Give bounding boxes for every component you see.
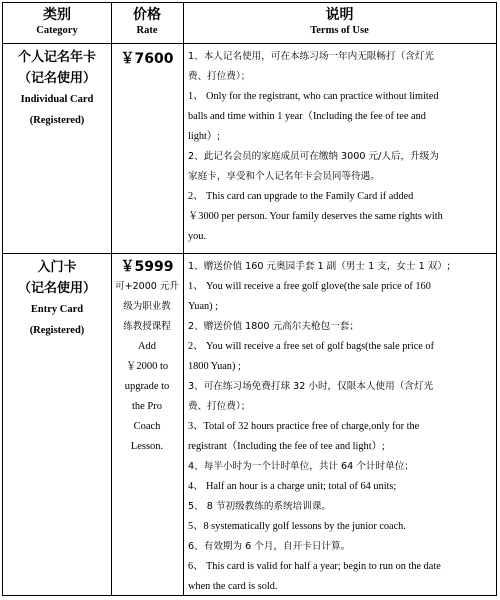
terms-line: ￥3000 per person. Your family deserves the same rights with [188, 211, 443, 222]
category-name-zh: 入门卡 [37, 260, 77, 275]
terms-line: 6、 This card is valid for half a year; begin to run on the date [188, 561, 441, 572]
terms-line: 费、打位费）； [188, 71, 251, 82]
category-name-en: Entry Card [30, 304, 84, 315]
price: ￥7600 [120, 51, 174, 67]
category-name-en: Individual Card [20, 94, 94, 105]
rate-note: Coach [133, 421, 161, 432]
row-divider [3, 253, 496, 254]
terms-line: Yuan) ; [188, 301, 219, 312]
rate-note: Lesson. [130, 441, 164, 452]
rate-note: 练教授课程 [123, 321, 171, 332]
terms-line: 1、本人记名使用，可在本练习场一年内无限畅打（含灯光 [188, 51, 434, 62]
terms-line: 1800 Yuan) ; [188, 361, 241, 372]
terms-line: 3、可在练习场免费打球 32 小时，仅限本人使用（含灯光 [188, 381, 434, 392]
terms-line: 4、 Half an hour is a charge unit; total of 64 units; [188, 481, 397, 492]
header-category [3, 3, 111, 41]
terms-line: light）; [188, 131, 221, 142]
category-note-zh: （记名使用） [17, 71, 96, 86]
header-category-en: Category [36, 25, 78, 36]
terms-line: when the card is sold. [188, 581, 278, 592]
terms-line: 2、此记名会员的家庭成员可在缴纳 3000 元/人后，升级为 [188, 151, 439, 162]
column-divider [183, 3, 184, 595]
terms-line: 1、 You will receive a free golf glove(the sale price of 160 [188, 281, 431, 292]
row2-rate [113, 257, 181, 457]
terms-line: 3、Total of 32 hours practice free of charge,only for the [188, 421, 420, 432]
header-category-zh: 类别 [43, 7, 71, 23]
price-table [2, 2, 497, 596]
terms-line: 5、8 systematically golf lessons by the junior coach. [188, 521, 406, 532]
rate-note: Add [137, 341, 157, 352]
category-note-en: (Registered) [29, 115, 85, 126]
row-divider [3, 43, 496, 44]
terms-line: 6、有效期为 6 个月，自开卡日计算。 [188, 541, 351, 552]
rate-note: 级为职业教 [123, 301, 171, 312]
terms-line: 2、 You will receive a free set of golf bags(the sale price of [188, 341, 434, 352]
terms-line: 1、 Only for the registrant, who can practice without limited [188, 91, 439, 102]
terms-line: registrant（Including the fee of tee and light）; [188, 441, 385, 452]
header-rate-en: Rate [136, 25, 158, 36]
rate-note: 可+2000 元升 [115, 281, 179, 292]
terms-line: 1、赠送价值 160 元奥园手套 1 副（男士 1 支，女士 1 双）; [188, 261, 451, 272]
rate-note: upgrade to [124, 381, 170, 392]
row2-terms [188, 257, 494, 597]
column-divider [111, 3, 112, 595]
row1-terms [188, 47, 494, 247]
header-terms-zh: 说明 [325, 7, 354, 23]
header-rate [111, 3, 183, 41]
terms-line: 2、 This card can upgrade to the Family Card if added [188, 191, 414, 202]
row1-category [3, 47, 111, 131]
terms-line: 5、 8 节初级教练的系统培训课。 [188, 501, 332, 512]
header-terms-en: Terms of Use [310, 25, 369, 36]
terms-line: 2、赠送价值 1800 元高尔夫枪包一套； [188, 321, 359, 332]
rate-note: the Pro [131, 401, 163, 412]
terms-line: balls and time within 1 year（Including the fee of tee and [188, 111, 426, 122]
header-terms [183, 3, 496, 41]
terms-line: 费、打位费）； [188, 401, 251, 412]
price: ￥5999 [120, 259, 174, 275]
row1-rate [113, 49, 181, 69]
rate-note: ￥2000 to [125, 361, 169, 372]
category-name-zh: 个人记名年卡 [17, 50, 96, 65]
category-note-en: (Registered) [29, 325, 85, 336]
terms-line: you. [188, 231, 207, 242]
header-rate-zh: 价格 [133, 7, 161, 23]
terms-line: 家庭卡，享受和个人记名年卡会员同等待遇。 [188, 171, 380, 182]
row2-category [3, 257, 111, 341]
category-note-zh: （记名使用） [17, 281, 96, 296]
terms-line: 4、每半小时为一个计时单位，共计 64 个计时单位； [188, 461, 414, 472]
